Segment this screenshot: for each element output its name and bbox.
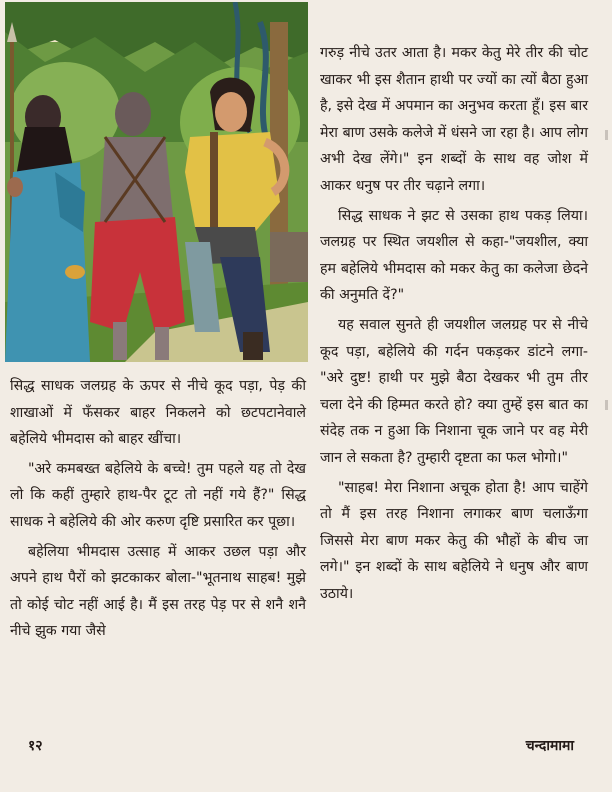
paragraph: यह सवाल सुनते ही जयशील जलग्रह पर से नीचे कूद पड़ा, बहेलिये की गर्दन पकड़कर डांटने लगा-"अरे दुष्ट! हाथी पर मुझे बैठा देखकर भी तुम तीर चला देने की हिम्मत करते हो? क्या तुम्हें इस बात का संदेह तक न हुआ कि निशाना चूक जाने पर वह मेरी जान ले सकता है? तुम्हारी दृष्टता का फल भोगो।"	[320, 316, 588, 466]
paragraph: "अरे कमबख्त बहेलिये के बच्चे! तुम पहले यह तो देख लो कि कहीं तुम्हारे हाथ-पैर टूट तो नहीं गये हैं?" सिद्ध साधक ने बहेलिये की ओर करुण दृष्टि प्रसारित कर पूछा।	[10, 460, 306, 530]
story-illustration	[5, 2, 308, 362]
paragraph: सिद्ध साधक ने झट से उसका हाथ पकड़ लिया। जलग्रह पर स्थित जयशील से कहा-"जयशील, क्या हम बहेलिये भीमदास को मकर केतु का कलेजा छेदने की अनुमति दें?"	[320, 207, 588, 304]
edge-mark	[605, 130, 608, 140]
paragraph: सिद्ध साधक जलग्रह के ऊपर से नीचे कूद पड़ा, पेड़ की शाखाओं में फँसकर बाहर निकलने को छटपटानेवाले बहेलिये भीमदास को बाहर खींचा।	[10, 378, 306, 448]
right-text-column	[320, 40, 588, 607]
paragraph: "साहब! मेरा निशाना अचूक होता है! आप चाहेंगे तो मैं इस तरह निशाना लगाकर बाण चलाऊँगा जिससे मेरा बाण मकर केतु की भौहों के बीच जा लगे।" इन शब्दों के साथ बहेलिये ने धनुष और बाण उठाये।	[320, 479, 588, 602]
left-text-column	[10, 373, 306, 645]
paragraph: बहेलिया भीमदास उत्साह में आकर उछल पड़ा और अपने हाथ पैरों को झटकाकर बोला-"भूतनाथ साहब! मुझे तो कोई चोट नहीं आई है। मैं इस तरह पेड़ पर से शनै शनै नीचे झुक गया जैसे	[10, 543, 306, 640]
paragraph: गरुड़ नीचे उतर आता है। मकर केतु मेरे तीर की चोट खाकर भी इस शैतान हाथी पर ज्यों का त्यों बैठा हुआ है, इसे देख में अपमान का अनुभव करता हूँ। इस बार मेरा बाण उसके कलेजे में धंसने जा रहा है। आप लोग अभी देख लेंगे।" इन शब्दों के साथ वह जोश में आकर धनुष पर तीर चढ़ाने लगा।	[320, 45, 588, 194]
illustration-art	[5, 2, 308, 362]
page-number: १२	[28, 738, 43, 754]
magazine-name: चन्दामामा	[525, 738, 574, 754]
edge-mark	[605, 400, 608, 410]
